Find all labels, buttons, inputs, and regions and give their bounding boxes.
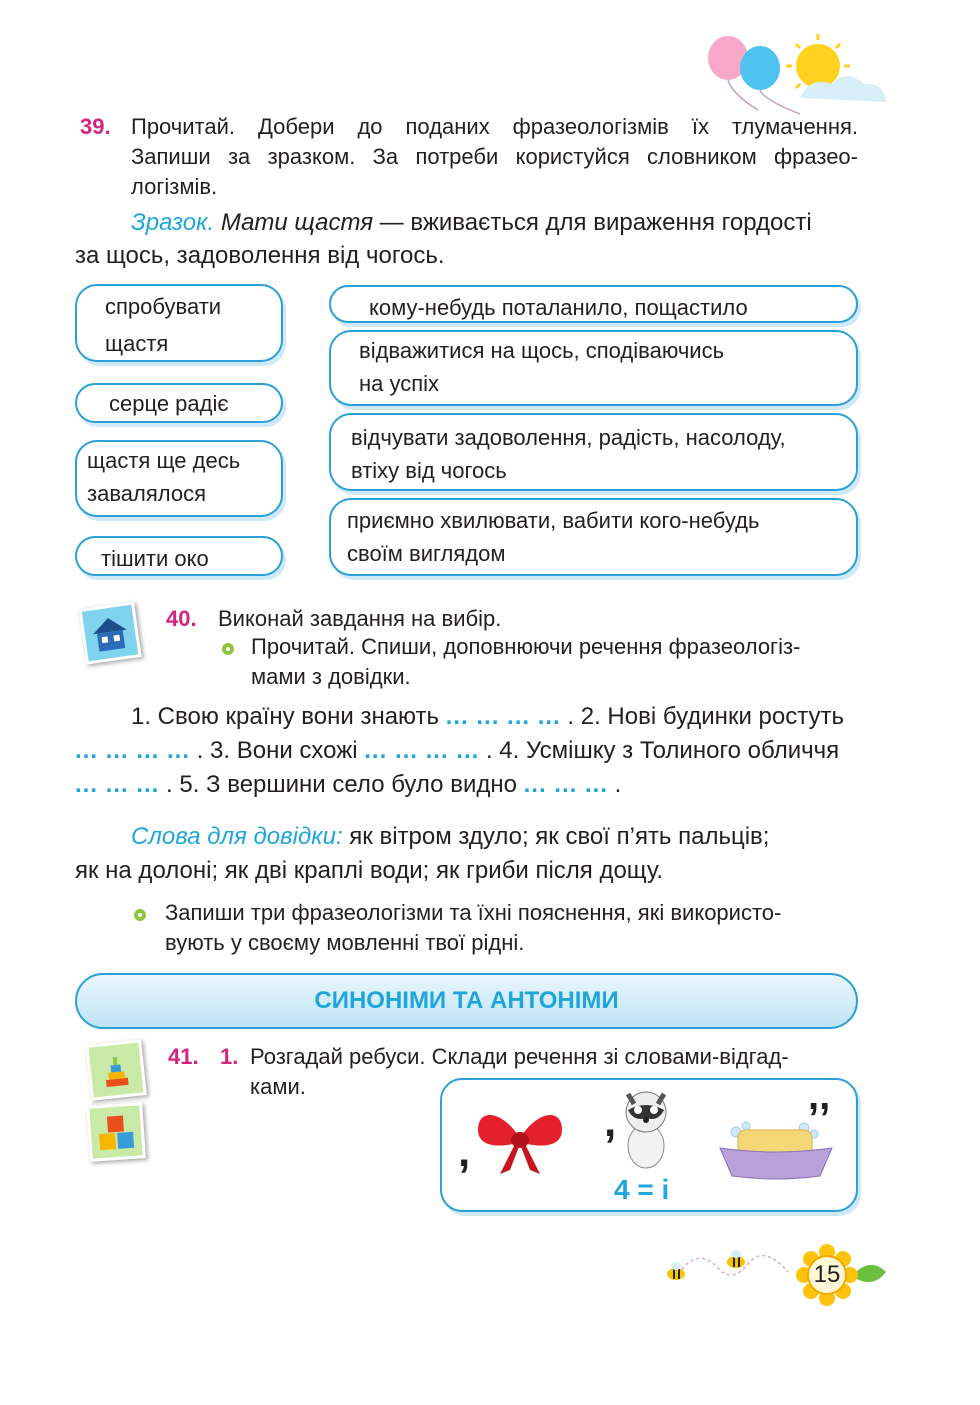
meaning-box-2 xyxy=(329,330,858,406)
ex39-line1: Прочитай. Добери до поданих фразеологізмів їх тлумачення. xyxy=(131,114,858,139)
meaning-box-2-line2: на успіх xyxy=(359,371,440,396)
meaning-box-4-line1: приємно хвилювати, вабити кого-небудь xyxy=(347,508,760,533)
red-bow-icon xyxy=(472,1104,568,1178)
rebus-box xyxy=(440,1074,858,1212)
bee-icon xyxy=(667,1262,685,1280)
rebus-quote: ,, xyxy=(808,1074,831,1118)
balloon-blue-icon xyxy=(740,46,780,90)
phrase-box-3-line2: завалялося xyxy=(87,481,206,506)
ex40-bullet2-line1: Запиши три фразеологізми та їхні пояснення, які використо- xyxy=(165,900,782,925)
phrase-box-1-line2: щастя xyxy=(105,331,169,356)
section-title: СИНОНІМИ ТА АНТОНІМИ xyxy=(75,973,858,1029)
phrase-box-3-line1: щастя ще десь xyxy=(87,448,241,473)
ex40-title: Виконай завдання на вибір. xyxy=(218,606,502,631)
blocks-sticker-icon xyxy=(86,1102,146,1162)
sentence-text: . 2. Нові будинки ростуть xyxy=(560,703,844,730)
ex40-sentences xyxy=(75,700,858,802)
ex41-line1: Розгадай ребуси. Склади речення зі словами-відгад- xyxy=(250,1044,789,1069)
meaning-box-3-line2: втіху від чогось xyxy=(351,458,507,483)
raccoon-icon xyxy=(614,1086,678,1176)
ex41-subnumber: 1. xyxy=(220,1044,239,1069)
ex39-line3: логізмів. xyxy=(131,174,218,199)
bees-decoration xyxy=(660,1240,810,1300)
sample-phrase: Мати щастя xyxy=(220,209,374,236)
blank-dots: ... ... ... xyxy=(75,771,160,798)
meaning-box-4 xyxy=(329,498,858,576)
blank-dots: ... ... ... xyxy=(523,771,608,798)
blank-dots: ... ... ... ... xyxy=(445,703,561,730)
ex40-help xyxy=(75,820,858,888)
blank-dots: ... ... ... ... xyxy=(364,737,480,764)
sentence-text: . 5. З вершини село було видно xyxy=(159,771,524,798)
ex40-bullet1-line1: Прочитай. Спиши, доповнюючи речення фразеологіз- xyxy=(251,634,801,659)
pyramid-toy-sticker-icon xyxy=(85,1039,147,1101)
ex39-sample xyxy=(75,206,858,272)
bullet-icon xyxy=(222,643,234,655)
sample-rest1: — вживається для вираження гордості xyxy=(373,209,812,236)
meaning-box-2-line1: відважитися на щось, сподіваючись xyxy=(359,338,725,363)
phrase-box-3 xyxy=(75,440,283,517)
page-number: 15 xyxy=(813,1261,841,1288)
sample-rest2: за щось, задоволення від чогось. xyxy=(75,242,445,269)
ex40-bullet2-line2: вують у своєму мовленні твої рідні. xyxy=(165,930,525,955)
sentence-text: . 4. Усмішку з Толиного обличчя xyxy=(479,737,840,764)
rebus-comma-1: , xyxy=(458,1127,471,1176)
sentence-text: 1. Свою країну вони знають xyxy=(131,703,446,730)
bee-icon xyxy=(727,1250,745,1268)
ex39-number: 39. xyxy=(80,114,111,139)
ex40-bullet1 xyxy=(251,632,858,692)
ex39-line2: Запиши за зразком. За потреби користуйся словником фразео- xyxy=(131,144,858,169)
meaning-box-1-line1: кому-небудь поталанило, пощастило xyxy=(369,295,748,320)
help-line1: як вітром здуло; як свої п’ять пальців; xyxy=(342,823,770,850)
soap-in-dish-icon xyxy=(716,1116,836,1180)
phrase-box-2 xyxy=(75,383,283,423)
phrase-box-1 xyxy=(75,284,283,362)
ex40-bullet1-line2: мами з довідки. xyxy=(251,664,411,689)
rebus-comma-2: , xyxy=(604,1097,617,1146)
rebus-equation: 4 = і xyxy=(614,1174,670,1205)
meaning-box-4-line2: своїм виглядом xyxy=(347,541,506,566)
sentence-text: . xyxy=(607,771,622,798)
ex40-bullet2 xyxy=(165,898,858,958)
ex40-number: 40. xyxy=(166,606,197,631)
balloons-sun-illustration xyxy=(700,28,900,123)
phrase-box-4-line1: тішити око xyxy=(101,546,209,571)
blank-dots: ... ... ... ... xyxy=(75,737,191,764)
ex39-instructions xyxy=(131,112,858,202)
bullet-icon xyxy=(134,909,146,921)
phrase-box-4 xyxy=(75,536,283,576)
ex41-line2: ками. xyxy=(250,1074,306,1099)
meaning-box-3-line1: відчувати задоволення, радість, насолоду, xyxy=(351,425,786,450)
house-sticker-icon xyxy=(78,601,141,664)
meaning-box-1 xyxy=(329,285,858,323)
meaning-box-3 xyxy=(329,413,858,491)
phrase-box-2-line1: серце радіє xyxy=(109,391,229,416)
ex41-number: 41. xyxy=(168,1044,199,1069)
phrase-box-1-line1: спробувати xyxy=(105,294,222,319)
sentence-text: . 3. Вони схожі xyxy=(190,737,365,764)
help-label: Слова для довідки: xyxy=(131,823,343,850)
help-line2: як на долоні; як дві краплі води; як гриби після дощу. xyxy=(75,857,664,884)
sample-label: Зразок. xyxy=(131,209,215,236)
